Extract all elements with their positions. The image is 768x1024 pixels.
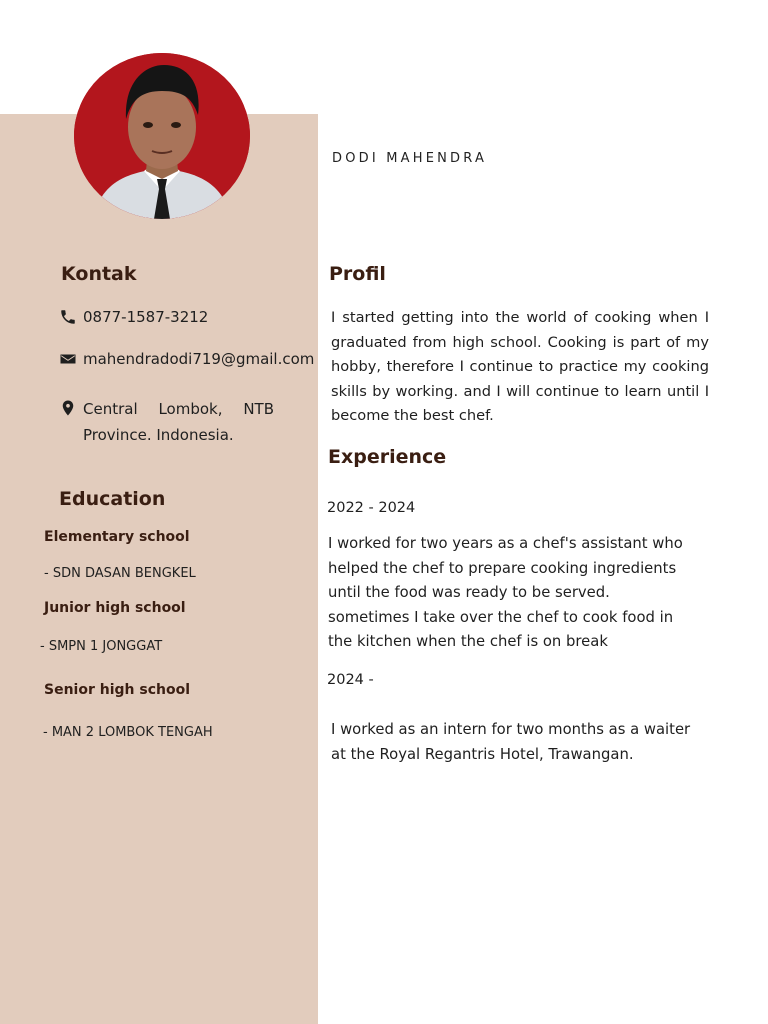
education-level-senior: Senior high school [44,682,191,698]
contact-phone [59,308,208,326]
phone-icon [59,308,77,326]
experience-2-line: at the Royal Regantris Hotel, Trawangan. [331,745,634,763]
contact-address [59,396,274,448]
experience-1-line: I worked for two years as a chef's assistant who [328,535,683,552]
person-name: DODI MAHENDRA [332,151,488,166]
education-level-junior: Junior high school [44,600,186,616]
experience-description-1 [328,532,700,655]
profile-photo [74,53,250,219]
experience-2-line: I worked as an intern for two months as a waiter [331,721,691,738]
address-text: Central Lombok, NTB Province. Indonesia. [83,400,274,444]
education-school-junior: - SMPN 1 JONGGAT [40,639,163,654]
education-heading: Education [59,488,166,510]
experience-1-line: the kitchen when the chef is on break [328,633,608,650]
contact-email [59,350,314,368]
experience-1-line: until the food was ready to be served. [328,584,610,601]
phone-number: 0877-1587-3212 [83,308,209,326]
experience-description-2 [331,718,711,767]
education-school-elementary: - SDN DASAN BENGKEL [44,566,196,581]
education-level-elementary: Elementary school [44,529,190,545]
experience-heading: Experience [328,446,447,468]
experience-period-2: 2024 - [327,672,374,688]
portrait-illustration [74,53,250,219]
contact-heading: Kontak [61,263,137,285]
profile-heading: Profil [329,263,386,285]
email-address: mahendradodi719@gmail.com [83,350,315,368]
mail-icon [59,350,77,368]
experience-1-line: sometimes I take over the chef to cook food in [328,608,674,626]
education-school-senior: - MAN 2 LOMBOK TENGAH [43,725,213,740]
experience-period-1: 2022 - 2024 [327,500,416,516]
profile-text: I started getting into the world of cooking when I graduated from high school. Cooking is part of my hobby, therefore I continue to practice my cooking skills by working. and I will continue to learn until I become the best chef. [331,309,709,424]
location-pin-icon [59,399,77,417]
experience-1-line: helped the chef to prepare cooking ingredients [328,559,677,577]
